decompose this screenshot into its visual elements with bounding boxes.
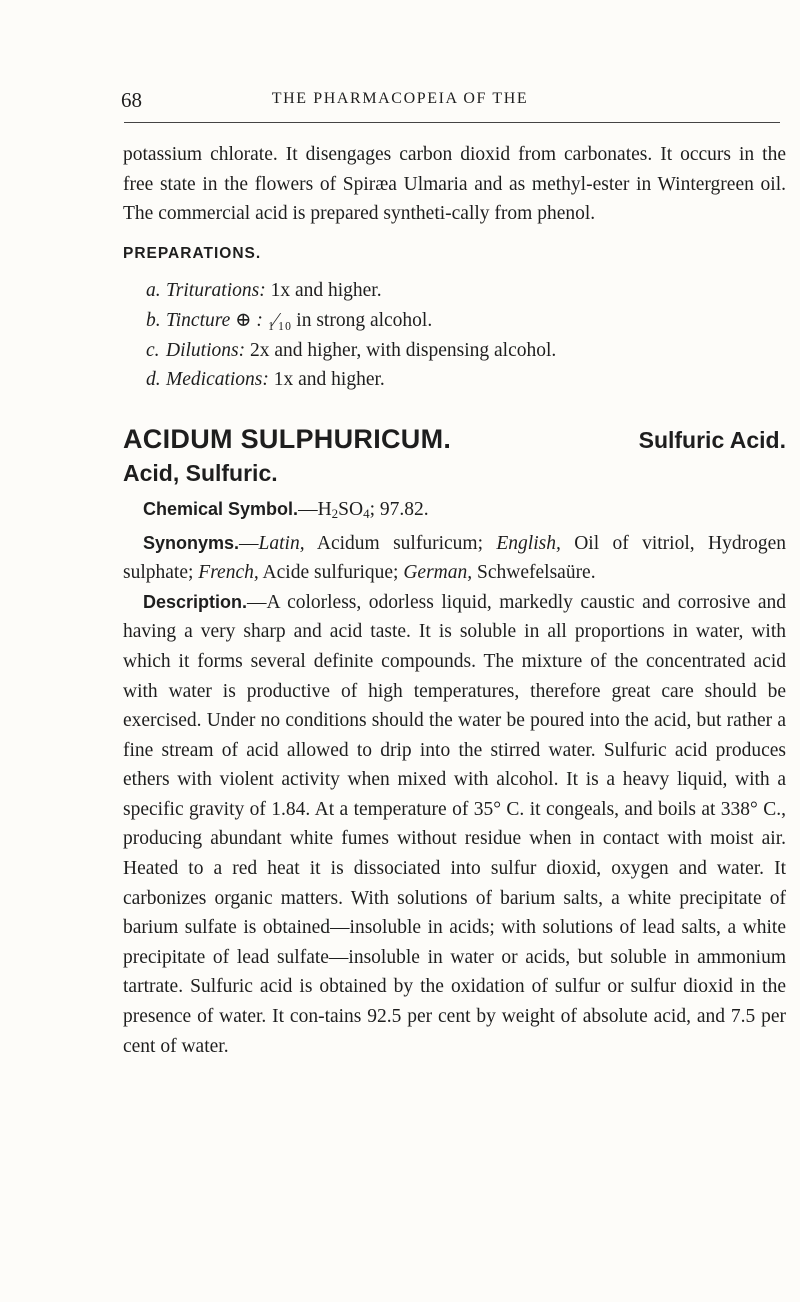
synonyms-paragraph: Synonyms.—Latin, Acidum sulfuricum; English, Oil of vitriol, Hydrogen sulphate; French, Acide sulfurique; German, Schwefelsaüre. (123, 532, 786, 584)
preparation-item: c. Dilutions: 2x and higher, with dispensing alcohol. (146, 339, 557, 361)
preparation-item: a. Triturations: 1x and higher. (146, 280, 382, 302)
section-side-label: Sulfuric Acid. (638, 426, 786, 453)
running-head: THE PHARMACOPEIA OF THE (271, 90, 529, 107)
page-body (123, 140, 786, 1061)
intro-paragraph: potassium chlorate. It disengages carbon dioxid from carbonates. It occurs in the free state in the flowers of Spiræa Ulmaria and as methyl-ester in Wintergreen oil. The commercial acid is prepared syntheti-cally from phenol. (123, 144, 786, 225)
page-number: 68 (121, 88, 142, 112)
section-heading-row (123, 425, 786, 456)
preparations-list (123, 276, 786, 394)
section-title: ACIDUM SULPHURICUM. (123, 423, 452, 454)
preparation-item: d. Medications: 1x and higher. (146, 369, 385, 391)
preparations-heading: PREPARATIONS. (123, 244, 262, 262)
preparation-item: b. Tincture ⊕ : ₁⁄₁₀ in strong alcohol. (146, 309, 433, 331)
header-rule (124, 122, 780, 123)
description-paragraph: Description.—A colorless, odorless liquid, markedly caustic and corrosive and having a very sharp and acid taste. It is soluble in all proportions in water, with which it forms several definite compounds. The mixture of the concentrated acid with water is productive of high temperatures, therefore great care should be exercised. Under no conditions should the water be poured into the acid, but rather a fine stream of acid allowed to drip into the stirred water. Sulfuric acid produces ethers with violent activity when mixed with alcohol. It is a heavy liquid, with a specific gravity of 1.84. At a temperature of 35° C. it congeals, and boils at 338° C., producing abundant white fumes without residue when in contact with moist air. Heated to a red heat it is dissociated into sulfur dioxid, oxygen and water. It carbonizes organic matters. With solutions of barium salts, a white precipitate of barium sulfate is obtained—insoluble in acids; with solutions of lead salts, a white precipitate of lead sulfate—insoluble in water or acids, but soluble in ammonium tartrate. Sulfuric acid is obtained by the oxidation of sulfur or sulfur dioxid in the presence of water. It con-tains 92.5 per cent by weight of absolute acid, and 7.5 per cent of water. (123, 591, 786, 1057)
chemical-symbol-line: Chemical $Symbol.—H_2SO_4$; 97.82. (143, 498, 429, 521)
section-subtitle: Acid, Sulfuric. (123, 460, 278, 487)
